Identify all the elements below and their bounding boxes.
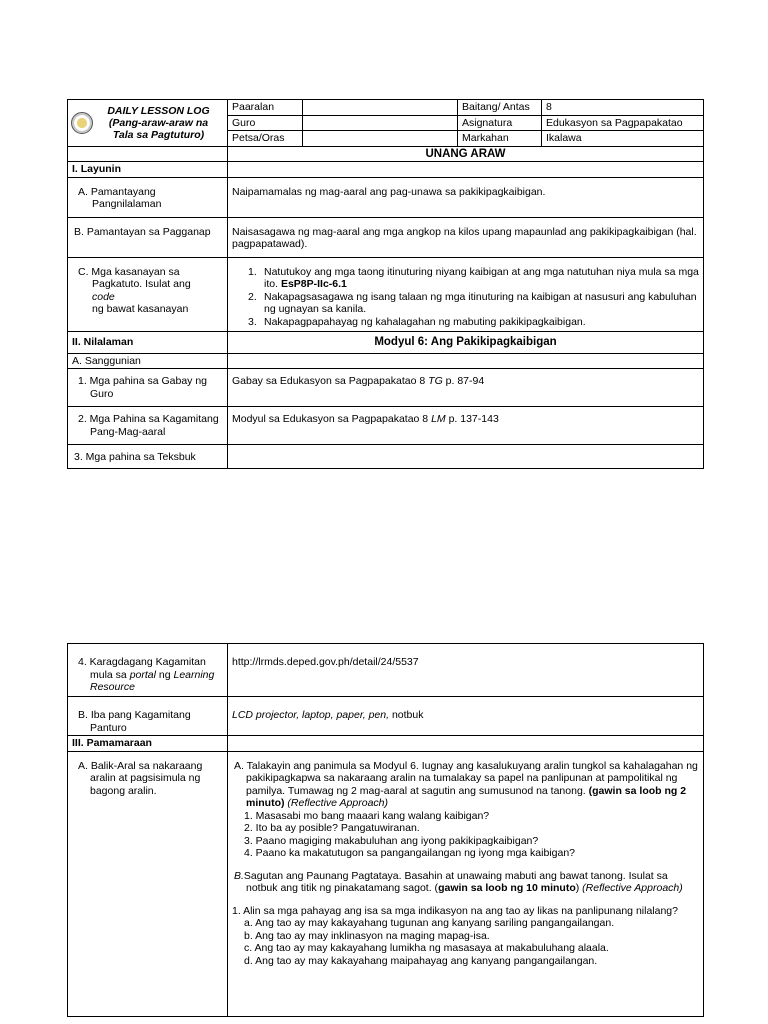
kasanayan-item: 2. Nakapagsasagawa ng isang talaan ng mga itinuturing na kaibigan at nasusuri ang kabuluhan ng ugnayan sa kanila.	[248, 290, 697, 315]
header-title-cell	[68, 100, 228, 147]
question-item: 3. Paano magiging makabuluhan ang iyong pakikipagkaibigan?	[244, 834, 539, 847]
header-title-line-3: Tala sa Pagtuturo)	[112, 128, 205, 141]
pamantayang-pangnilalaman-value: Naipamamalas ng mag-aaral ang pag-unawa sa pakikipagkaibigan.	[228, 177, 704, 217]
lrmds-link[interactable]: http://lrmds.deped.gov.ph/detail/24/5537	[228, 644, 704, 697]
lesson-log-table-bottom	[67, 643, 704, 1017]
field-value-guro	[303, 115, 458, 131]
iba-pang-kagamitan-label: B. Iba pang Kagamitang Panturo	[68, 697, 228, 736]
question-item: 1. Masasabi mo bang maaari kang walang kaibigan?	[244, 809, 490, 822]
field-label-guro: Guro	[228, 115, 303, 131]
layunin-label: I. Layunin	[68, 162, 228, 178]
field-label-petsa: Petsa/Oras	[228, 131, 303, 147]
gabay-guro-value: Gabay sa Edukasyon sa Pagpapakatao 8 TG p. 87-94	[228, 369, 704, 407]
karagdagang-kagamitan-label: 4. Karagdagang Kagamitan mula sa portal ng Learning Resource	[68, 644, 228, 697]
header-title-line-2: (Pang-araw-araw na	[108, 116, 209, 129]
balik-aral-content: A. Talakayin ang panimula sa Modyul 6. Iugnay ang kasalukuyang aralin tungkol sa kahalagahan ng pakikipagkapwa sa nakaraang aralin na tumalakay sa papel na panlipunan at pampolitikal ng pamilya. Tumawag ng 2 mag-aaral at sagutin ang sumusunod na tanong. (gawin sa loob ng 2 minuto) (Reflective Approach) 1. Masasabi mo bang maaari kang walang kaibigan? 2. Ito ba ay posible? Pangatuwiranan. 3. Paano magiging makabuluhan ang iyong pakikipagkaibigan? 4. Paano ka makatutugon sa pangangailangan ng iyong mga kaibigan? B.Sagutan ang Paunang Pagtataya. Basahin at unawaing mabuti ang bawat tanong. Isulat sa notbuk ang titik ng pinakatamang sagot. (gawin sa loob ng 10 minuto) (Reflective Approach) 1. Alin sa mga pahayag ang isa sa mga indikasyon na ang tao ay likas na panlipunang nilalang? a. Ang tao ay may kakayahang tugunan ang kanyang sariling pangangailangan. b. Ang tao ay may inklinasyon na maging mapag-isa. c. Ang tao ay may kakayahang lumikha ng masasaya at makabuluhang alaala. d. Ang tao ay may kakayahang maipahayag ang kanyang pangangailangan.	[228, 751, 704, 1016]
field-label-paaralan: Paaralan	[228, 100, 303, 116]
field-label-markahan: Markahan	[458, 131, 542, 147]
question-1: 1. Alin sa mga pahayag ang isa sa mga indikasyon na ang tao ay likas na panlipunang nilalang?	[232, 904, 678, 917]
paunang-pagtataya-instructions: B.Sagutan ang Paunang Pagtataya. Basahin at unawaing mabuti ang bawat tanong. Isulat sa notbuk ang titik ng pinakatamang sagot. (gawin sa loob ng 10 minuto) (Reflective Approach)	[234, 869, 683, 894]
pamantayan-pagganap-value: Naisasagawa ng mag-aaral ang mga angkop na kilos upang mapaunlad ang pakikipagkaibigan (hal. pagpapatawad).	[228, 217, 704, 257]
question-item: 4. Paano ka makatutugon sa pangangailangan ng iyong mga kaibigan?	[244, 847, 576, 859]
field-value-asignatura: Edukasyon sa Pagpapakatao	[542, 115, 704, 131]
teksbuk-value	[228, 445, 704, 469]
question-1-choices	[232, 917, 699, 967]
field-value-baitang: 8	[542, 100, 704, 116]
choice-item: a. Ang tao ay may kakayahang tugunan ang kanyang sariling pangangailangan.	[244, 917, 615, 929]
nilalaman-label: II. Nilalaman	[68, 331, 228, 353]
choice-item: c. Ang tao ay may kakayahang lumikha ng masasaya at makabuluhang alaala.	[244, 942, 609, 954]
modyul-title: Modyul 6: Ang Pakikipagkaibigan	[228, 331, 704, 353]
question-item: 2. Ito ba ay posible? Pangatuwiranan.	[244, 822, 420, 834]
kagamitang-mag-aaral-label: 2. Mga Pahina sa Kagamitang Pang-Mag-aaral	[68, 407, 228, 445]
day-label-cell	[68, 146, 228, 162]
kasanayan-list	[228, 257, 704, 331]
balik-aral-questions	[232, 810, 699, 860]
field-value-markahan: Ikalawa	[542, 131, 704, 147]
kasanayan-item: 1. Natutukoy ang mga taong itinuturing niyang kaibigan at ang mga natutuhan niya mula sa mga ito. EsP8P-IIc-6.1	[248, 265, 699, 290]
balik-aral-label: A. Balik-Aral sa nakaraang aralin at pagsisimula ng bagong aralin.	[68, 751, 228, 1016]
field-label-asignatura: Asignatura	[458, 115, 542, 131]
kasanayan-label: C. Mga kasanayan sa Pagkatuto. Isulat ang code ng bawat kasanayan	[68, 257, 228, 331]
lesson-log-table-top	[67, 99, 704, 469]
choice-item: d. Ang tao ay may kakayahang maipahayag ang kanyang pangangailangan.	[244, 954, 598, 967]
pamantayan-pagganap-label: B. Pamantayan sa Pagganap	[68, 217, 228, 257]
field-label-baitang: Baitang/ Antas	[458, 100, 542, 116]
kagamitang-mag-aaral-value: Modyul sa Edukasyon sa Pagpapakatao 8 LM p. 137-143	[228, 407, 704, 445]
day-title: UNANG ARAW	[228, 146, 704, 162]
pamamaraan-label: III. Pamamaraan	[68, 736, 228, 752]
teksbuk-label: 3. Mga pahina sa Teksbuk	[68, 445, 228, 469]
header-title-line-1: DAILY LESSON LOG	[107, 104, 210, 117]
deped-seal-icon	[71, 112, 93, 134]
choice-item: b. Ang tao ay may inklinasyon na maging mapag-isa.	[244, 929, 490, 942]
gabay-guro-label: 1. Mga pahina sa Gabay ng Guro	[68, 369, 228, 407]
field-value-petsa	[303, 131, 458, 147]
iba-pang-kagamitan-value: LCD projector, laptop, paper, pen, notbuk	[228, 697, 704, 736]
pamantayang-pangnilalaman-label: A. Pamantayang Pangnilalaman	[68, 177, 228, 217]
field-value-paaralan	[303, 100, 458, 116]
kasanayan-item: 3. Nakapagpapahayag ng kahalagahan ng mabuting pakikipagkaibigan.	[248, 315, 586, 328]
sanggunian-label: A. Sanggunian	[68, 353, 228, 369]
